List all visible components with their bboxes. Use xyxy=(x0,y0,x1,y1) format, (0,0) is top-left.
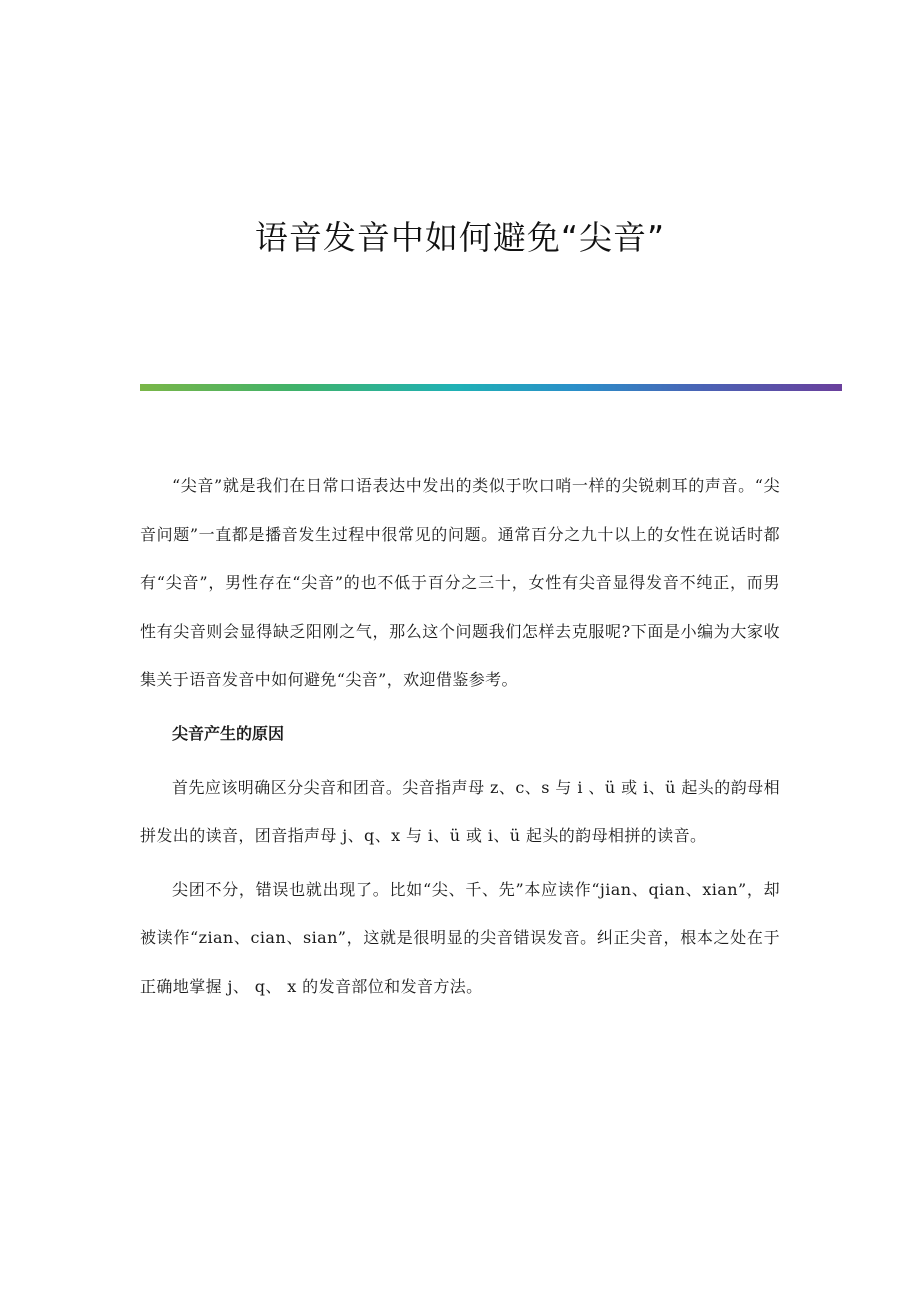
document-title: 语音发音中如何避免“尖音” xyxy=(254,218,666,257)
title-divider xyxy=(140,384,842,391)
document-body xyxy=(140,462,780,1016)
body-paragraph: 首先应该明确区分尖音和团音。尖音指声母 z、c、s 与 i 、ü 或 i、ü 起头的韵母相拼发出的读音，团音指声母 j、q、x 与 i、ü 或 i、ü 起头的韵母相拼的读音。 xyxy=(140,777,780,845)
body-paragraph: 尖团不分，错误也就出现了。比如“尖、千、先”本应读作“jian、qian、xian”，却被读作“zian、cian、sian”，这就是很明显的尖音错误发音。纠正尖音，根本之处在于正确地掌握 j、 q、 x 的发音部位和发音方法。 xyxy=(140,879,780,996)
intro-paragraph: “尖音”就是我们在日常口语表达中发出的类似于吹口哨一样的尖锐刺耳的声音。“尖音问题”一直都是播音发生过程中很常见的问题。通常百分之九十以上的女性在说话时都有“尖音”，男性存在“尖音”的也不低于百分之三十，女性有尖音显得发音不纯正，而男性有尖音则会显得缺乏阳刚之气，那么这个问题我们怎样去克服呢?下面是小编为大家收集关于语音发音中如何避免“尖音”，欢迎借鉴参考。 xyxy=(140,476,780,689)
section-heading: 尖音产生的原因 xyxy=(172,723,285,743)
